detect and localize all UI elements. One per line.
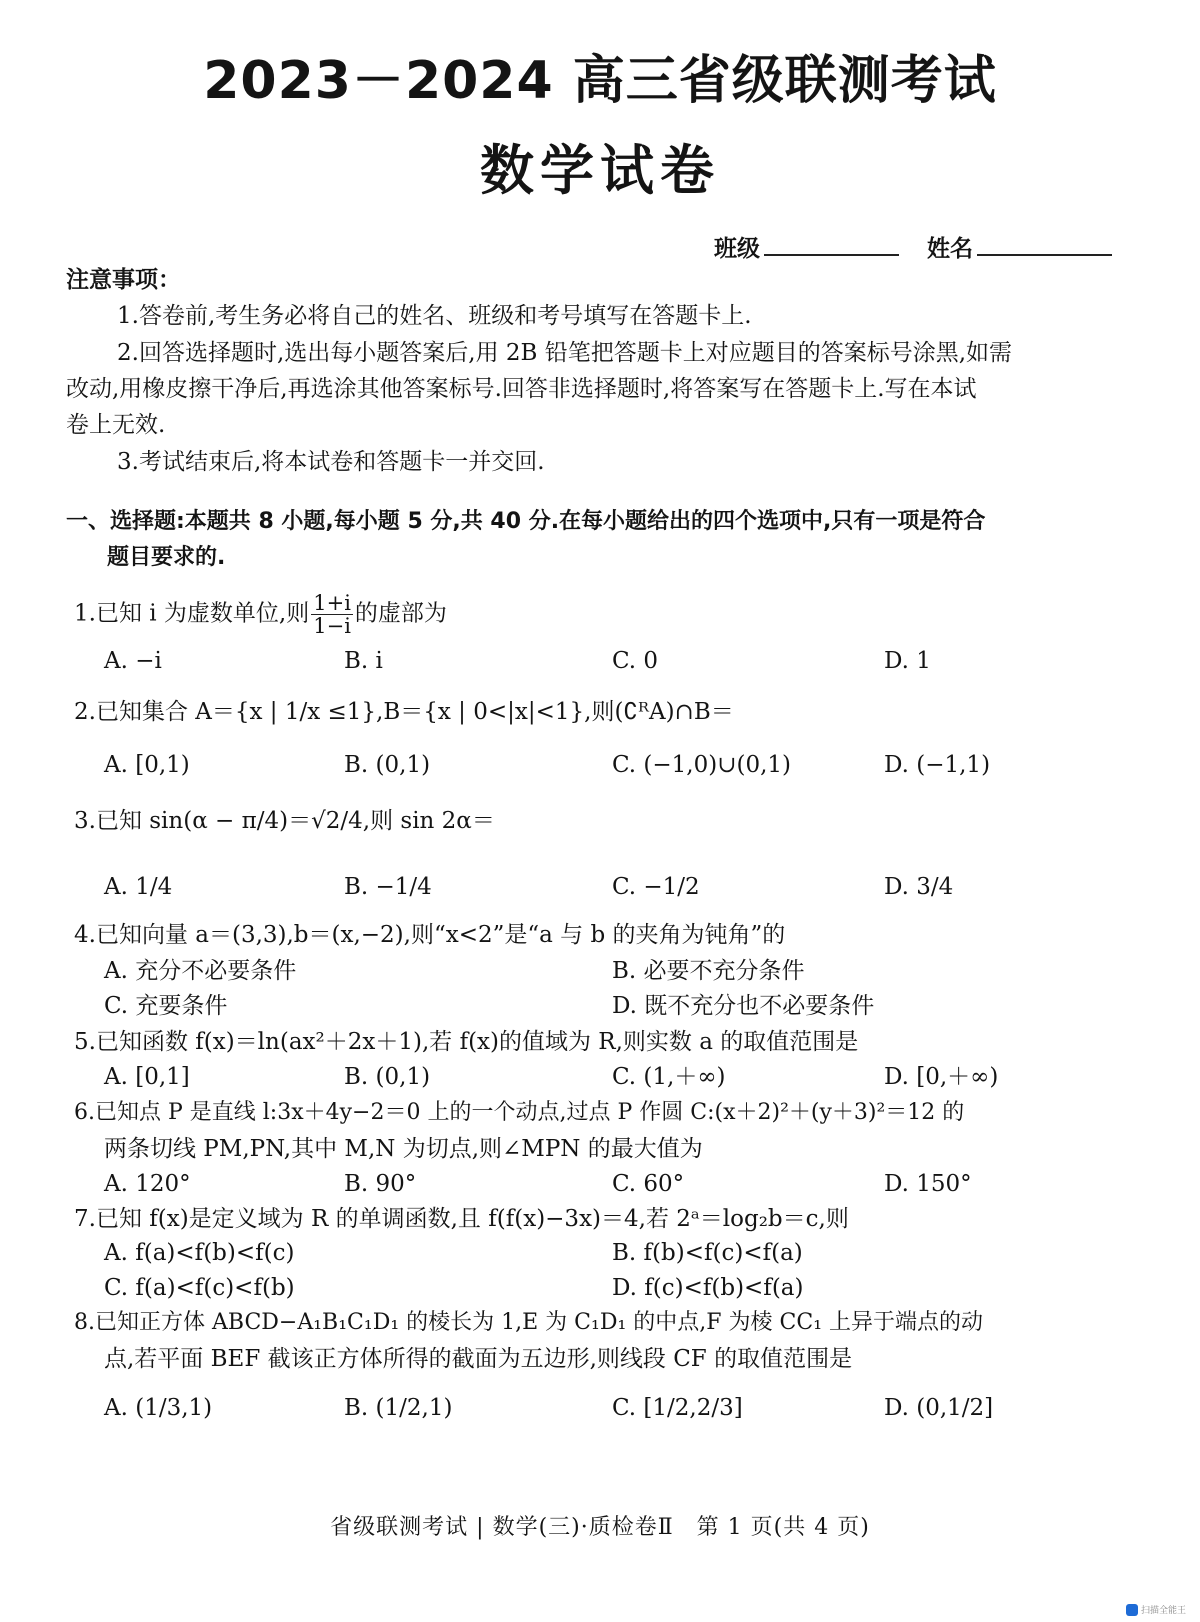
q8-option-d: D. (0,1/2]: [884, 1395, 994, 1421]
scanner-watermark: [1126, 1603, 1186, 1617]
q1-option-b: B. i: [344, 648, 383, 674]
question-2: 2.已知集合 A＝{x | 1/x ≤1},B＝{x | 0<|x|<1},则(∁ᴿA)∩B＝: [74, 699, 734, 725]
q7-option-d: D. f(c)<f(b)<f(a): [612, 1275, 804, 1301]
notice-item-1: 1.答卷前,考生务必将自己的姓名、班级和考号填写在答题卡上.: [117, 303, 752, 329]
q1-denominator: 1−i: [313, 614, 351, 638]
question-6-line-1: 6.已知点 P 是直线 l:3x＋4y−2＝0 上的一个动点,过点 P 作圆 C:(x＋2)²＋(y＋3)²＝12 的: [74, 1100, 965, 1125]
q2-option-d: D. (−1,1): [884, 752, 991, 778]
q3-option-a: A. 1/4: [104, 874, 173, 900]
watermark-text: 扫描全能王: [1140, 1605, 1186, 1616]
q6-option-d: D. 150°: [884, 1171, 972, 1197]
q3-option-c: C. −1/2: [612, 874, 700, 900]
scanner-logo-icon: [1126, 1604, 1138, 1616]
question-4: 4.已知向量 a＝(3,3),b＝(x,−2),则“x<2”是“a 与 b 的夹角为钝角”的: [74, 922, 786, 948]
notice-item-3: 3.考试结束后,将本试卷和答题卡一并交回.: [117, 449, 545, 475]
q2-option-b: B. (0,1): [344, 752, 431, 778]
question-1-pre: 1.已知 i 为虚数单位,则: [74, 600, 310, 627]
question-8-line-2: 点,若平面 BEF 截该正方体所得的截面为五边形,则线段 CF 的取值范围是: [104, 1346, 853, 1372]
q8-option-a: A. (1/3,1): [104, 1395, 213, 1421]
q4-option-a: A. 充分不必要条件: [104, 958, 297, 984]
q8-option-c: C. [1/2,2/3]: [612, 1395, 743, 1421]
question-8-line-1: 8.已知正方体 ABCD−A₁B₁C₁D₁ 的棱长为 1,E 为 C₁D₁ 的中点,F 为棱 CC₁ 上异于端点的动: [74, 1310, 984, 1335]
q4-option-c: C. 充要条件: [104, 993, 228, 1019]
q5-option-d: D. [0,＋∞): [884, 1064, 999, 1090]
q1-numerator: 1+i: [313, 591, 351, 615]
question-7: 7.已知 f(x)是定义域为 R 的单调函数,且 f(f(x)−3x)＝4,若 2ᵃ＝log₂b＝c,则: [74, 1206, 849, 1232]
page-footer: 省级联测考试 | 数学(三)·质检卷Ⅱ 第 1 页(共 4 页): [330, 1515, 870, 1540]
section-1-heading: 一、选择题:本题共 8 小题,每小题 5 分,共 40 分.在每小题给出的四个选项中,只有一项是符合: [66, 509, 986, 534]
q1-option-c: C. 0: [612, 648, 659, 674]
q5-option-c: C. (1,＋∞): [612, 1064, 726, 1090]
q3-option-d: D. 3/4: [884, 874, 954, 900]
exam-subtitle: 数学试卷: [480, 139, 720, 202]
q4-option-d: D. 既不充分也不必要条件: [612, 993, 875, 1019]
q2-option-c: C. (−1,0)∪(0,1): [612, 752, 791, 778]
question-1: [74, 592, 447, 637]
q6-option-b: B. 90°: [344, 1171, 417, 1197]
name-label: 姓名: [927, 236, 973, 262]
question-5: 5.已知函数 f(x)＝ln(ax²＋2x＋1),若 f(x)的值域为 R,则实数 a 的取值范围是: [74, 1029, 859, 1055]
q5-option-a: A. [0,1]: [104, 1064, 190, 1090]
q2-option-a: A. [0,1): [104, 752, 190, 778]
q6-option-a: A. 120°: [104, 1171, 191, 1197]
q7-option-a: A. f(a)<f(b)<f(c): [104, 1240, 295, 1266]
exam-title: 2023－2024 高三省级联测考试: [203, 51, 997, 111]
question-1-fraction: [311, 592, 353, 637]
q8-option-b: B. (1/2,1): [344, 1395, 453, 1421]
q1-option-a: A. −i: [104, 648, 162, 674]
notice-item-2-line-3: 卷上无效.: [66, 412, 166, 438]
q4-option-b: B. 必要不充分条件: [612, 958, 805, 984]
q6-option-c: C. 60°: [612, 1171, 685, 1197]
q1-option-d: D. 1: [884, 648, 931, 674]
question-3: 3.已知 sin(α − π/4)＝√2/4,则 sin 2α＝: [74, 808, 495, 834]
class-blank: [764, 234, 899, 256]
q7-option-c: C. f(a)<f(c)<f(b): [104, 1275, 295, 1301]
notice-heading: 注意事项：: [66, 267, 181, 293]
q3-option-b: B. −1/4: [344, 874, 432, 900]
class-label: 班级: [713, 236, 760, 262]
q7-option-b: B. f(b)<f(c)<f(a): [612, 1240, 803, 1266]
section-1-heading-cont: 题目要求的.: [107, 545, 226, 570]
notice-item-2-line-2: 改动,用橡皮擦干净后,再选涂其他答案标号.回答非选择题时,将答案写在答题卡上.写在本试: [66, 376, 977, 402]
name-blank: [977, 234, 1112, 256]
notice-item-2-line-1: 2.回答选择题时,选出每小题答案后,用 2B 铅笔把答题卡上对应题目的答案标号涂黑,如需: [117, 340, 1013, 366]
question-6-line-2: 两条切线 PM,PN,其中 M,N 为切点,则∠MPN 的最大值为: [104, 1136, 703, 1162]
student-fields: [714, 230, 1112, 263]
q5-option-b: B. (0,1): [344, 1064, 431, 1090]
question-1-post: 的虚部为: [354, 600, 447, 627]
